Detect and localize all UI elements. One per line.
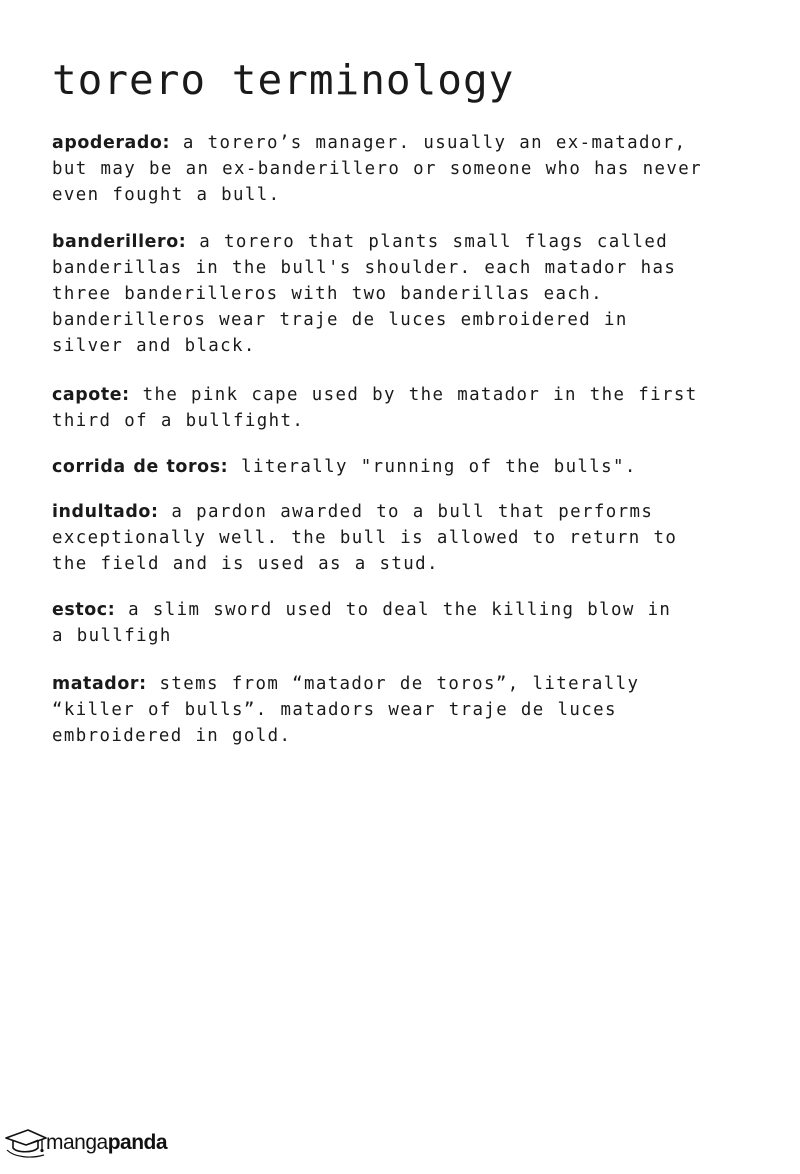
page-title: torero terminology bbox=[52, 56, 515, 104]
glossary-definition-line: the field and is used as a stud. bbox=[52, 554, 439, 574]
glossary-entry-apoderado bbox=[52, 130, 772, 208]
glossary bbox=[52, 130, 772, 749]
watermark-text bbox=[46, 1131, 167, 1155]
glossary-definition-line: even fought a bull. bbox=[52, 185, 281, 205]
glossary-term: matador: bbox=[52, 674, 147, 694]
glossary-definition-line: “killer of bulls”. matadors wear traje de luces bbox=[52, 700, 617, 720]
glossary-definition-line: embroidered in gold. bbox=[52, 726, 292, 746]
watermark-prefix: manga bbox=[46, 1131, 108, 1154]
glossary-term: indultado: bbox=[52, 502, 159, 522]
watermark-suffix: panda bbox=[107, 1131, 168, 1154]
glossary-definition-line: stems from “matador de toros”, literally bbox=[146, 674, 640, 694]
glossary-definition-line: three banderilleros with two banderillas each. bbox=[52, 284, 604, 304]
glossary-definition-line: the pink cape used by the matador in the first bbox=[129, 385, 698, 405]
glossary-term: apoderado: bbox=[52, 133, 171, 153]
glossary-entry-capote bbox=[52, 382, 772, 434]
glossary-entry-estoc bbox=[52, 597, 772, 649]
glossary-definition-line: literally "running of the bulls". bbox=[228, 457, 637, 477]
glossary-definition-line: banderillas in the bull's shoulder. each matador has bbox=[52, 258, 677, 278]
glossary-definition-line: a torero’s manager. usually an ex-matador, bbox=[170, 133, 687, 153]
glossary-term: estoc: bbox=[52, 600, 116, 620]
glossary-entry-banderillero bbox=[52, 229, 772, 359]
glossary-definition-line: a torero that plants small flags called bbox=[186, 232, 669, 252]
glossary-term: banderillero: bbox=[52, 232, 187, 252]
glossary-definition-line: exceptionally well. the bull is allowed to return to bbox=[52, 528, 678, 548]
glossary-entry-corrida-de-toros bbox=[52, 454, 772, 480]
glossary-term: corrida de toros: bbox=[52, 457, 229, 477]
glossary-entry-indultado bbox=[52, 499, 772, 577]
glossary-definition-line: a bullfigh bbox=[52, 626, 172, 646]
glossary-definition-line: third of a bullfight. bbox=[52, 411, 305, 431]
glossary-definition-line: banderilleros wear traje de luces embroidered in bbox=[52, 310, 628, 330]
glossary-term: capote: bbox=[52, 385, 130, 405]
glossary-entry-matador bbox=[52, 671, 772, 749]
glossary-definition-line: a slim sword used to deal the killing blow in bbox=[115, 600, 672, 620]
glossary-definition-line: but may be an ex-banderillero or someone who has never bbox=[52, 159, 702, 179]
graduation-cap-icon bbox=[4, 1126, 48, 1160]
glossary-definition-line: silver and black. bbox=[52, 336, 256, 356]
watermark-logo bbox=[4, 1126, 167, 1160]
glossary-definition-line: a pardon awarded to a bull that performs bbox=[158, 502, 654, 522]
